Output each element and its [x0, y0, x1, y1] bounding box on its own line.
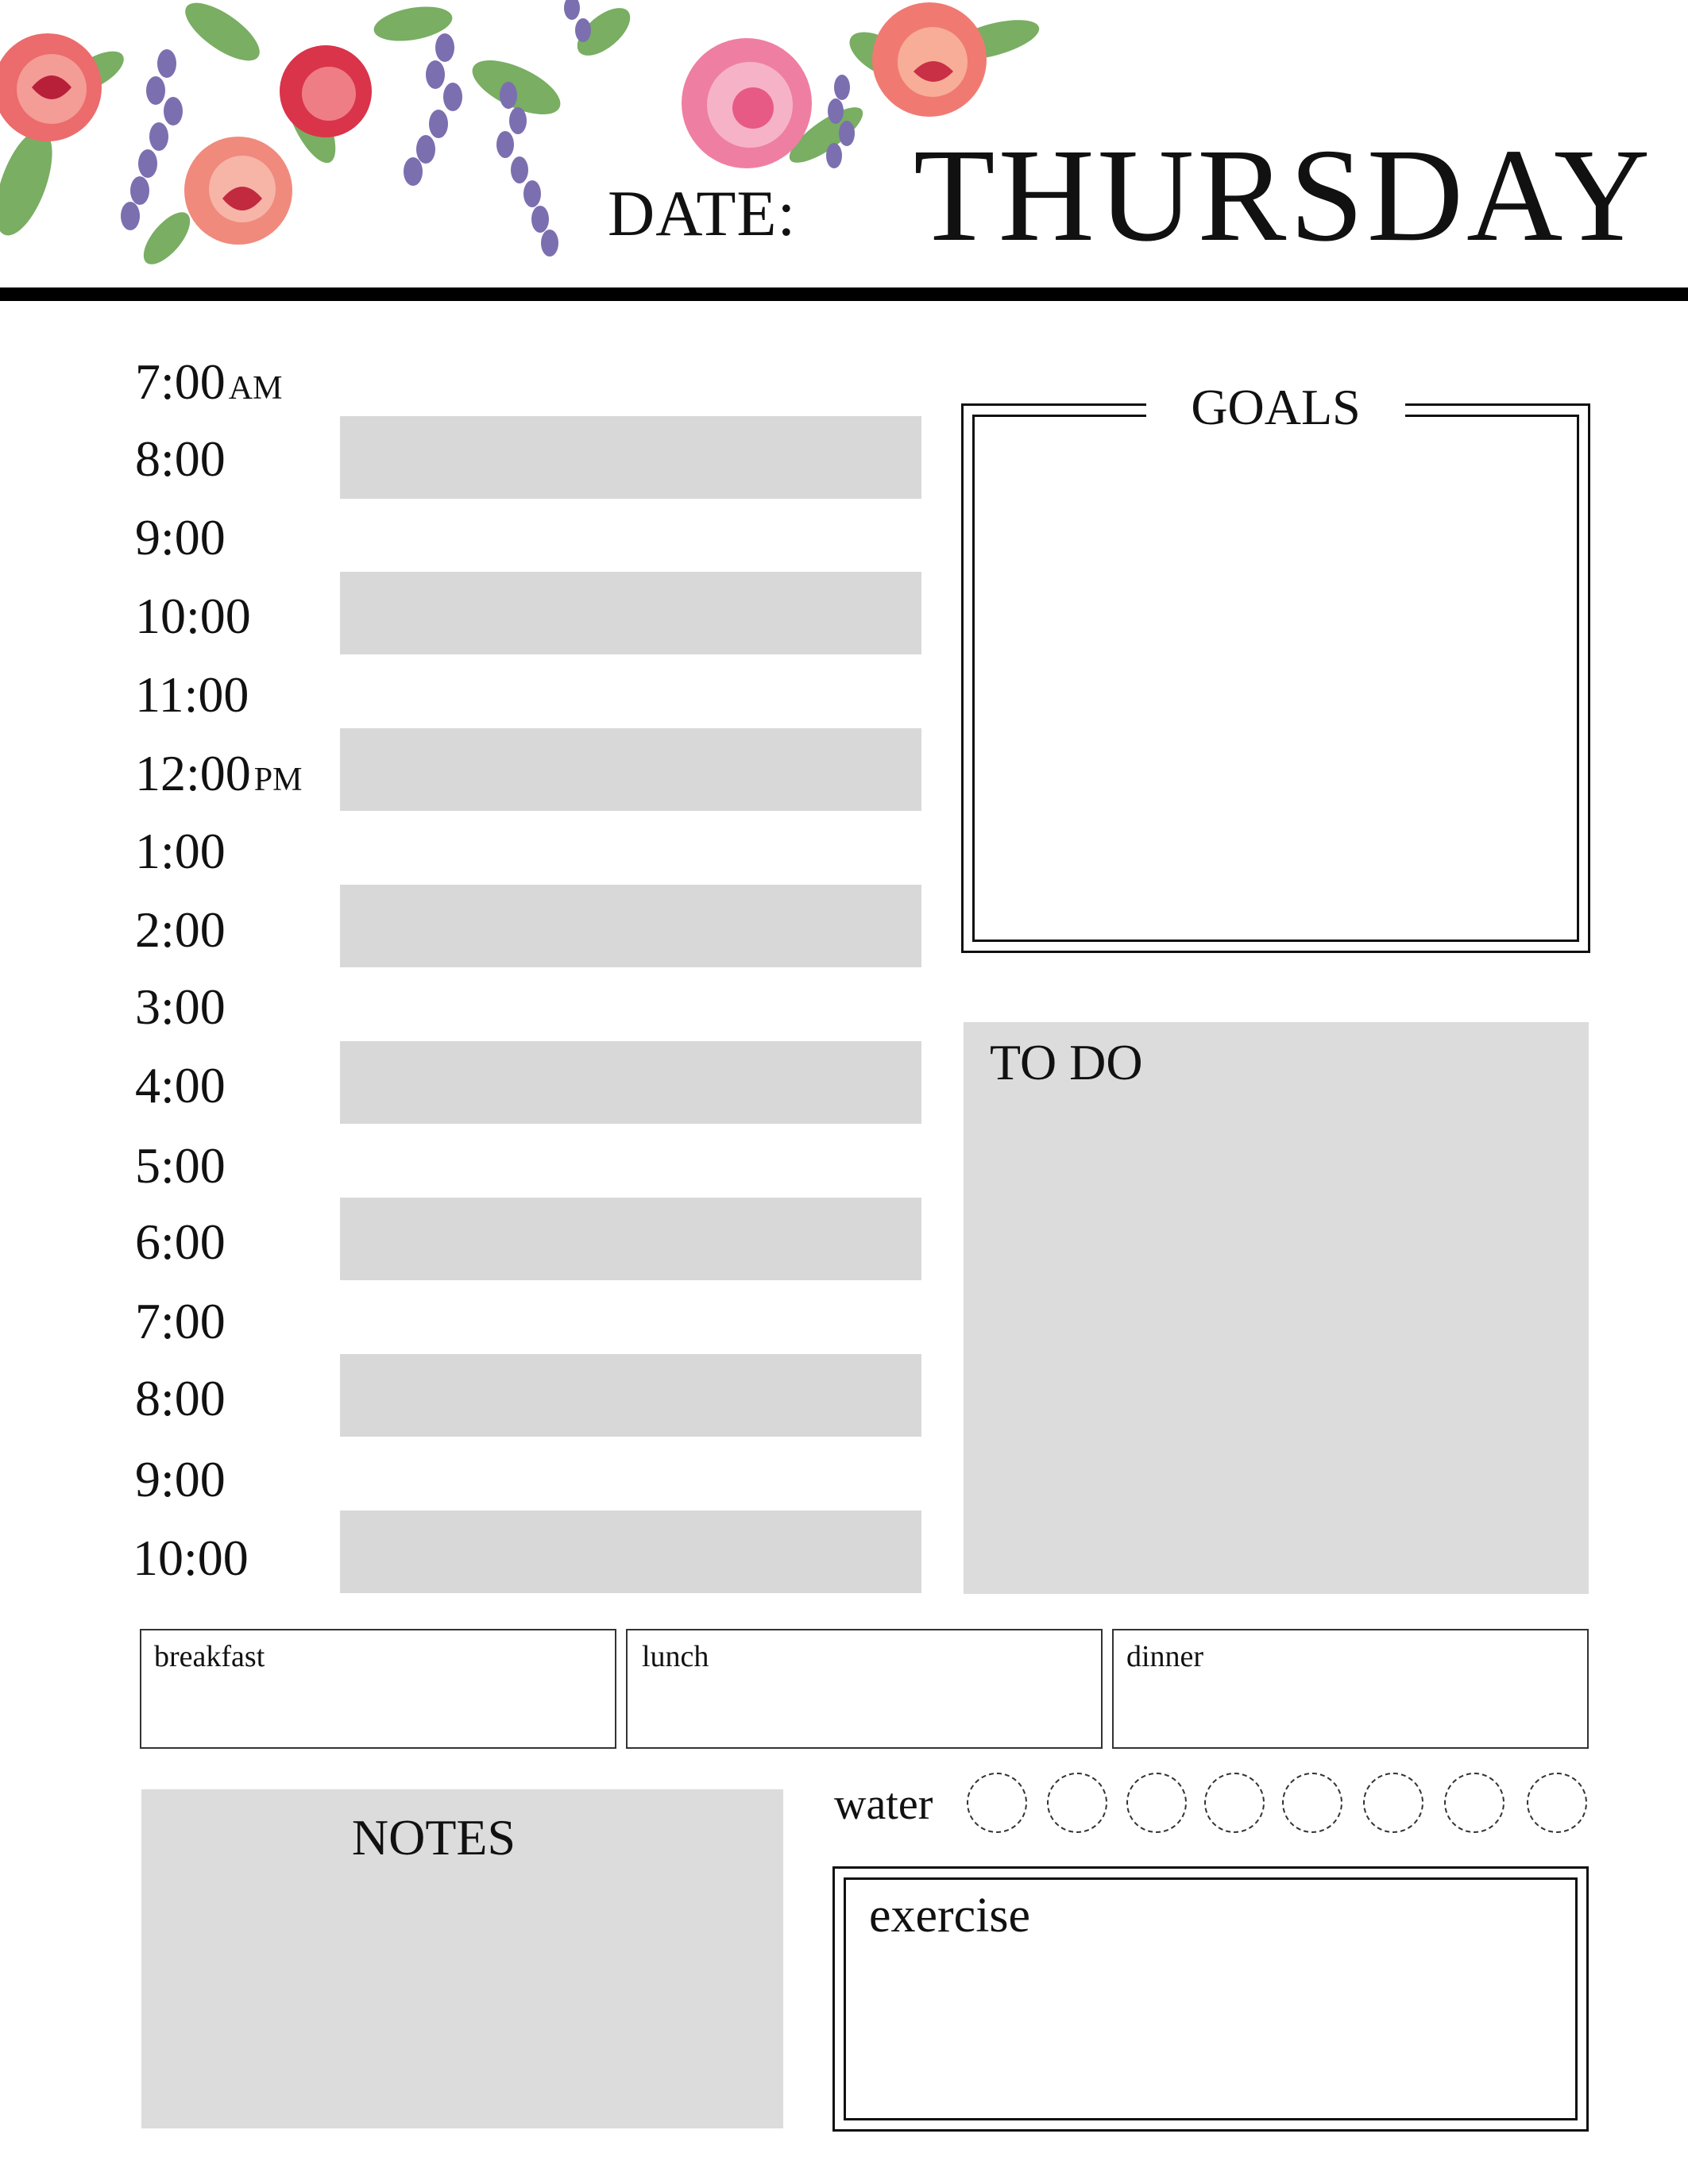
exercise-heading: exercise — [869, 1889, 1031, 1943]
goals-box[interactable] — [961, 403, 1590, 953]
water-label: water — [834, 1780, 933, 1829]
water-glass-circle[interactable] — [967, 1773, 1027, 1833]
goals-heading: GOALS — [1146, 380, 1405, 443]
header-divider — [0, 287, 1688, 301]
time-label-5pm: 5:00 — [135, 1137, 226, 1194]
time-label-3pm: 3:00 — [135, 978, 226, 1035]
water-glass-circle[interactable] — [1363, 1773, 1423, 1833]
time-label-11am: 11:00 — [135, 666, 249, 723]
schedule-slot-6pm[interactable] — [340, 1198, 921, 1280]
schedule-slot-12pm[interactable] — [340, 728, 921, 811]
schedule-slot-2pm[interactable] — [340, 885, 921, 967]
water-glass-circle[interactable] — [1282, 1773, 1342, 1833]
schedule-slot-4pm[interactable] — [340, 1041, 921, 1124]
time-label-4pm: 4:00 — [135, 1057, 226, 1113]
schedule-slot-8am[interactable] — [340, 416, 921, 499]
time-label-1pm: 1:00 — [135, 823, 226, 879]
time-label-8pm: 8:00 — [135, 1370, 226, 1426]
time-label-9am: 9:00 — [135, 509, 226, 565]
notes-heading: NOTES — [351, 1809, 516, 1866]
time-label-12pm: 12:00PM — [135, 745, 303, 801]
am-suffix: AM — [228, 370, 283, 407]
time-label-8am: 8:00 — [135, 430, 226, 487]
time-label-6pm: 6:00 — [135, 1214, 226, 1270]
schedule-slot-10pm[interactable] — [340, 1511, 921, 1593]
time-label-10am: 10:00 — [135, 588, 251, 644]
breakfast-label: breakfast — [154, 1640, 265, 1673]
schedule-slot-8pm[interactable] — [340, 1354, 921, 1437]
time-label-10pm: 10:00 — [133, 1530, 249, 1586]
water-glass-circle[interactable] — [1047, 1773, 1107, 1833]
schedule-slot-10am[interactable] — [340, 572, 921, 654]
pm-suffix: PM — [253, 762, 303, 798]
lunch-label: lunch — [642, 1640, 709, 1673]
water-glass-circle[interactable] — [1126, 1773, 1187, 1833]
water-glass-circle[interactable] — [1204, 1773, 1265, 1833]
todo-heading: TO DO — [990, 1034, 1143, 1090]
day-title: THURSDAY — [914, 122, 1654, 269]
floral-header-illustration — [0, 0, 1049, 286]
date-label: DATE: — [608, 177, 797, 249]
dinner-label: dinner — [1126, 1640, 1204, 1673]
time-label-7pm: 7:00 — [135, 1293, 226, 1349]
water-glass-circle[interactable] — [1527, 1773, 1587, 1833]
time-label-7am: 7:00AM — [135, 353, 283, 410]
water-glass-circle[interactable] — [1444, 1773, 1505, 1833]
time-label-9pm: 9:00 — [135, 1451, 226, 1507]
time-label-2pm: 2:00 — [135, 901, 226, 958]
todo-box[interactable] — [964, 1022, 1589, 1594]
